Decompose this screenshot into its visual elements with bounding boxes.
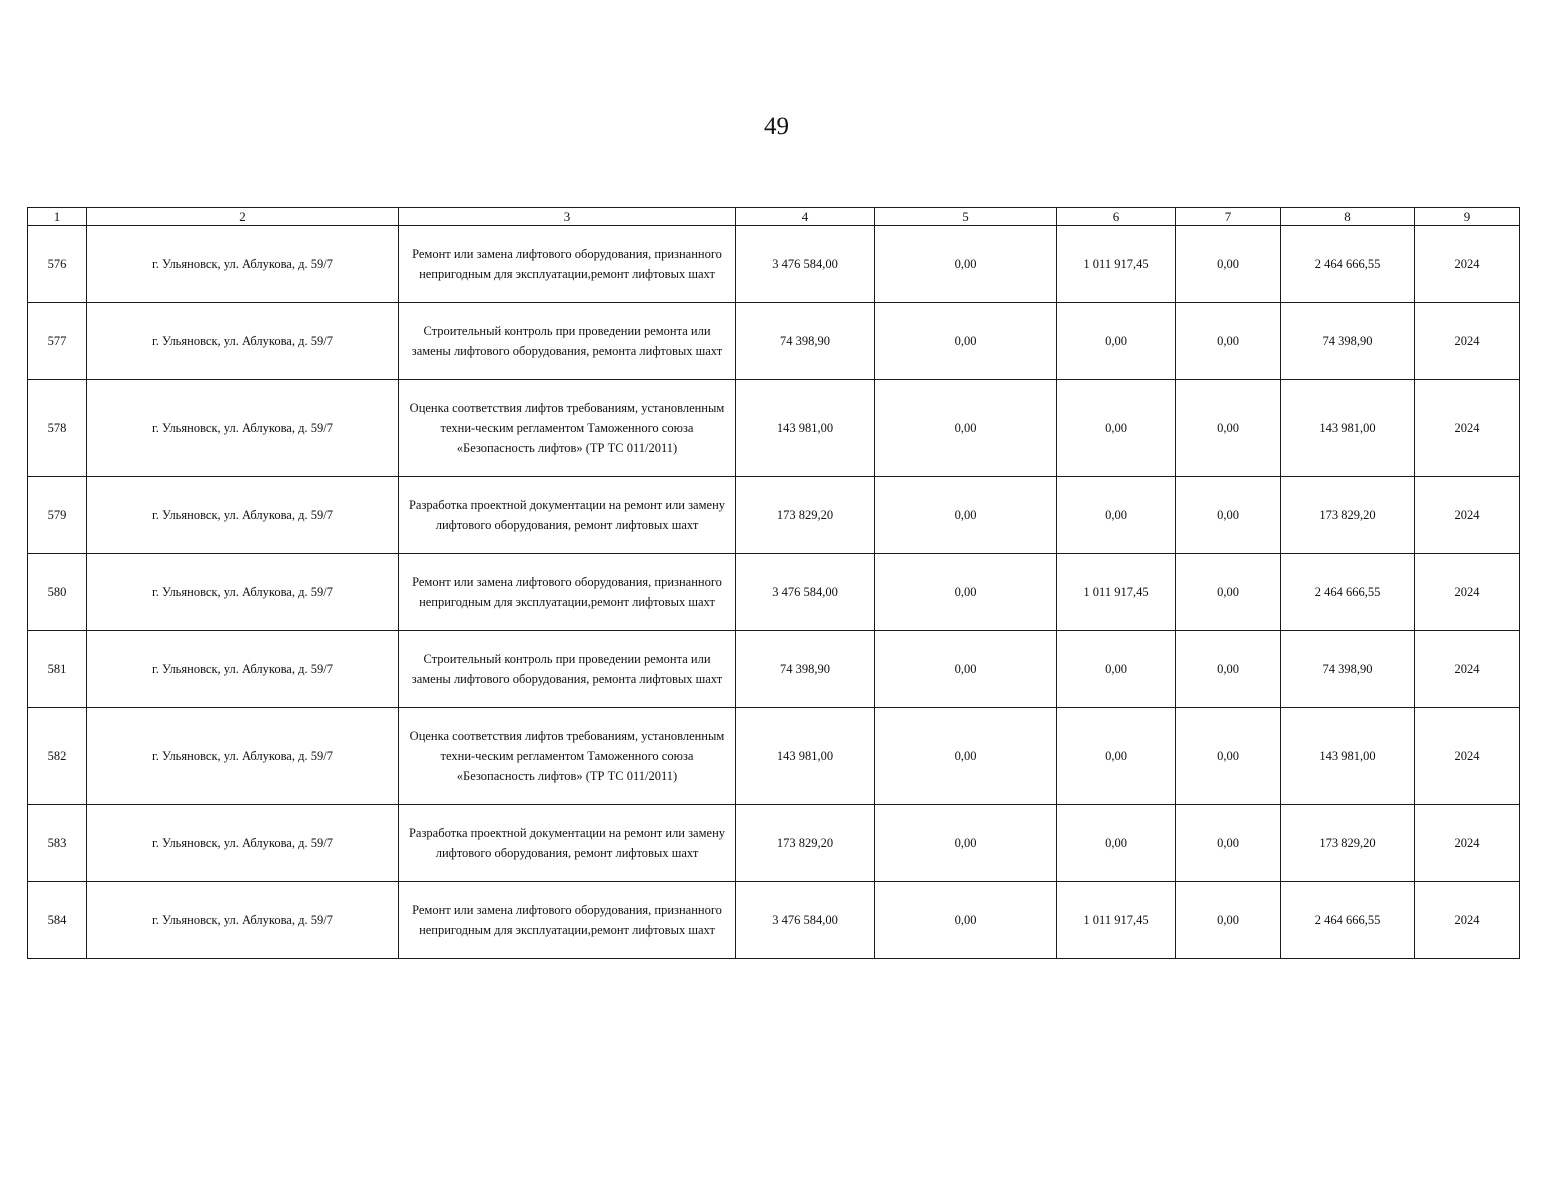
column-6-cell: 1 011 917,45 xyxy=(1057,226,1176,303)
column-6-cell: 0,00 xyxy=(1057,477,1176,554)
row-number-cell: 577 xyxy=(28,303,87,380)
row-number-cell: 578 xyxy=(28,380,87,477)
column-8-cell: 173 829,20 xyxy=(1281,477,1415,554)
column-8-cell: 143 981,00 xyxy=(1281,380,1415,477)
table-row xyxy=(28,631,1520,708)
table-row xyxy=(28,708,1520,805)
row-number-cell: 581 xyxy=(28,631,87,708)
address-cell: г. Ульяновск, ул. Аблукова, д. 59/7 xyxy=(87,882,399,959)
row-number-cell: 583 xyxy=(28,805,87,882)
table-row xyxy=(28,226,1520,303)
column-6-cell: 0,00 xyxy=(1057,708,1176,805)
work-type-cell: Ремонт или замена лифтового оборудования, признанного непригодным для эксплуатации,ремонт лифтовых шахт xyxy=(399,226,736,303)
column-number-header-row xyxy=(28,208,1520,226)
column-8-cell: 2 464 666,55 xyxy=(1281,554,1415,631)
column-8-cell: 143 981,00 xyxy=(1281,708,1415,805)
column-8-cell: 74 398,90 xyxy=(1281,631,1415,708)
year-cell: 2024 xyxy=(1415,380,1520,477)
row-number-cell: 576 xyxy=(28,226,87,303)
table-row xyxy=(28,477,1520,554)
row-number-cell: 579 xyxy=(28,477,87,554)
column-header: 1 xyxy=(28,208,87,226)
column-5-cell: 0,00 xyxy=(875,882,1057,959)
year-cell: 2024 xyxy=(1415,226,1520,303)
year-cell: 2024 xyxy=(1415,477,1520,554)
total-cost-cell: 173 829,20 xyxy=(736,805,875,882)
table-body xyxy=(28,226,1520,959)
column-header: 3 xyxy=(399,208,736,226)
page-number: 49 xyxy=(764,113,789,140)
work-type-cell: Оценка соответствия лифтов требованиям, установленным техни-ческим регламентом Таможенного союза «Безопасность лифтов» (ТР ТС 011/2011) xyxy=(399,380,736,477)
column-5-cell: 0,00 xyxy=(875,380,1057,477)
year-cell: 2024 xyxy=(1415,554,1520,631)
table-row xyxy=(28,303,1520,380)
column-6-cell: 0,00 xyxy=(1057,805,1176,882)
row-number-cell: 582 xyxy=(28,708,87,805)
address-cell: г. Ульяновск, ул. Аблукова, д. 59/7 xyxy=(87,303,399,380)
column-7-cell: 0,00 xyxy=(1176,477,1281,554)
address-cell: г. Ульяновск, ул. Аблукова, д. 59/7 xyxy=(87,708,399,805)
row-number-cell: 580 xyxy=(28,554,87,631)
column-5-cell: 0,00 xyxy=(875,631,1057,708)
work-type-cell: Строительный контроль при проведении ремонта или замены лифтового оборудования, ремонта лифтовых шахт xyxy=(399,631,736,708)
column-8-cell: 173 829,20 xyxy=(1281,805,1415,882)
column-7-cell: 0,00 xyxy=(1176,380,1281,477)
column-header: 9 xyxy=(1415,208,1520,226)
address-cell: г. Ульяновск, ул. Аблукова, д. 59/7 xyxy=(87,554,399,631)
address-cell: г. Ульяновск, ул. Аблукова, д. 59/7 xyxy=(87,805,399,882)
address-cell: г. Ульяновск, ул. Аблукова, д. 59/7 xyxy=(87,226,399,303)
column-5-cell: 0,00 xyxy=(875,303,1057,380)
column-6-cell: 0,00 xyxy=(1057,380,1176,477)
year-cell: 2024 xyxy=(1415,805,1520,882)
total-cost-cell: 143 981,00 xyxy=(736,708,875,805)
column-8-cell: 2 464 666,55 xyxy=(1281,882,1415,959)
row-number-cell: 584 xyxy=(28,882,87,959)
table-row xyxy=(28,554,1520,631)
column-5-cell: 0,00 xyxy=(875,226,1057,303)
column-7-cell: 0,00 xyxy=(1176,805,1281,882)
work-type-cell: Оценка соответствия лифтов требованиям, установленным техни-ческим регламентом Таможенного союза «Безопасность лифтов» (ТР ТС 011/2011) xyxy=(399,708,736,805)
address-cell: г. Ульяновск, ул. Аблукова, д. 59/7 xyxy=(87,380,399,477)
column-8-cell: 2 464 666,55 xyxy=(1281,226,1415,303)
work-type-cell: Строительный контроль при проведении ремонта или замены лифтового оборудования, ремонта лифтовых шахт xyxy=(399,303,736,380)
column-6-cell: 1 011 917,45 xyxy=(1057,554,1176,631)
column-5-cell: 0,00 xyxy=(875,477,1057,554)
column-7-cell: 0,00 xyxy=(1176,554,1281,631)
column-7-cell: 0,00 xyxy=(1176,882,1281,959)
column-7-cell: 0,00 xyxy=(1176,631,1281,708)
total-cost-cell: 3 476 584,00 xyxy=(736,882,875,959)
work-type-cell: Разработка проектной документации на ремонт или замену лифтового оборудования, ремонт лифтовых шахт xyxy=(399,477,736,554)
total-cost-cell: 3 476 584,00 xyxy=(736,226,875,303)
column-header: 7 xyxy=(1176,208,1281,226)
column-header: 6 xyxy=(1057,208,1176,226)
total-cost-cell: 3 476 584,00 xyxy=(736,554,875,631)
total-cost-cell: 143 981,00 xyxy=(736,380,875,477)
address-cell: г. Ульяновск, ул. Аблукова, д. 59/7 xyxy=(87,477,399,554)
total-cost-cell: 74 398,90 xyxy=(736,303,875,380)
total-cost-cell: 173 829,20 xyxy=(736,477,875,554)
year-cell: 2024 xyxy=(1415,631,1520,708)
column-header: 5 xyxy=(875,208,1057,226)
work-type-cell: Разработка проектной документации на ремонт или замену лифтового оборудования, ремонт лифтовых шахт xyxy=(399,805,736,882)
column-5-cell: 0,00 xyxy=(875,554,1057,631)
column-5-cell: 0,00 xyxy=(875,708,1057,805)
column-5-cell: 0,00 xyxy=(875,805,1057,882)
year-cell: 2024 xyxy=(1415,303,1520,380)
column-7-cell: 0,00 xyxy=(1176,708,1281,805)
column-header: 2 xyxy=(87,208,399,226)
column-6-cell: 0,00 xyxy=(1057,631,1176,708)
table-row xyxy=(28,805,1520,882)
address-cell: г. Ульяновск, ул. Аблукова, д. 59/7 xyxy=(87,631,399,708)
column-8-cell: 74 398,90 xyxy=(1281,303,1415,380)
year-cell: 2024 xyxy=(1415,882,1520,959)
work-type-cell: Ремонт или замена лифтового оборудования, признанного непригодным для эксплуатации,ремонт лифтовых шахт xyxy=(399,882,736,959)
column-7-cell: 0,00 xyxy=(1176,303,1281,380)
work-type-cell: Ремонт или замена лифтового оборудования, признанного непригодным для эксплуатации,ремонт лифтовых шахт xyxy=(399,554,736,631)
column-header: 4 xyxy=(736,208,875,226)
column-7-cell: 0,00 xyxy=(1176,226,1281,303)
repair-schedule-table xyxy=(27,207,1520,959)
total-cost-cell: 74 398,90 xyxy=(736,631,875,708)
year-cell: 2024 xyxy=(1415,708,1520,805)
table-row xyxy=(28,882,1520,959)
column-6-cell: 1 011 917,45 xyxy=(1057,882,1176,959)
column-6-cell: 0,00 xyxy=(1057,303,1176,380)
table-row xyxy=(28,380,1520,477)
column-header: 8 xyxy=(1281,208,1415,226)
